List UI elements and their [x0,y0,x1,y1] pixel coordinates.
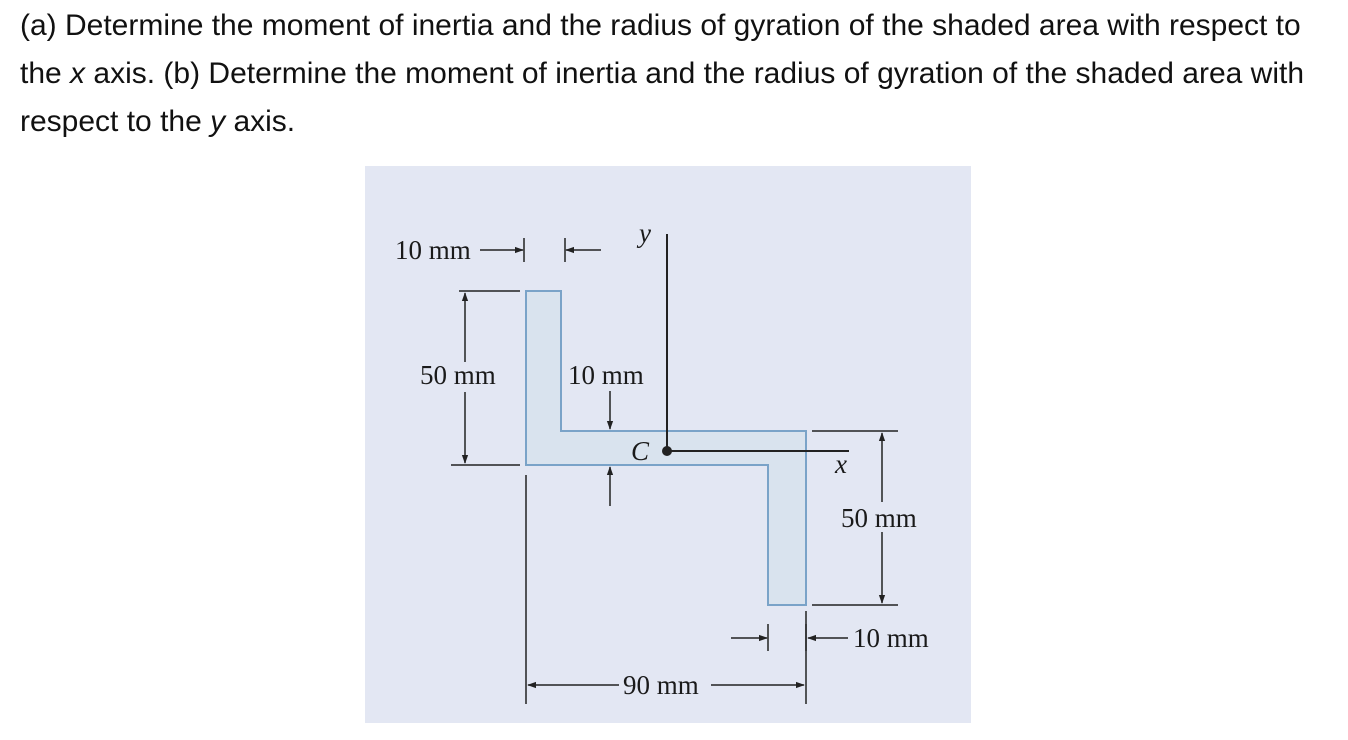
problem-axis-x: x [70,57,86,90]
label-centroid: C [631,436,650,466]
problem-text-part1: (a) Determine the moment of inertia and the radius of gyration of the shaded area with respect to the [20,9,1301,90]
label-axis-x: x [835,449,847,479]
problem-text-part3: axis. [225,105,296,138]
label-axis-y: y [639,218,651,248]
label-dim-right-height: 50 mm [841,503,917,533]
problem-text-part2: axis. (b) Determine the moment of inertia and the radius of gyration of the shaded area with respect to the [20,57,1305,138]
problem-statement [20,2,1330,146]
label-dim-bottom-right: 10 mm [853,623,929,653]
centroid-dot [662,446,672,456]
label-dim-left-height: 50 mm [420,360,496,390]
problem-axis-y: y [210,105,226,138]
label-dim-width: 90 mm [623,670,699,700]
label-dim-top-left: 10 mm [395,235,471,265]
label-dim-flange: 10 mm [568,360,644,390]
figure-svg [365,166,971,723]
z-section-figure [365,166,971,723]
